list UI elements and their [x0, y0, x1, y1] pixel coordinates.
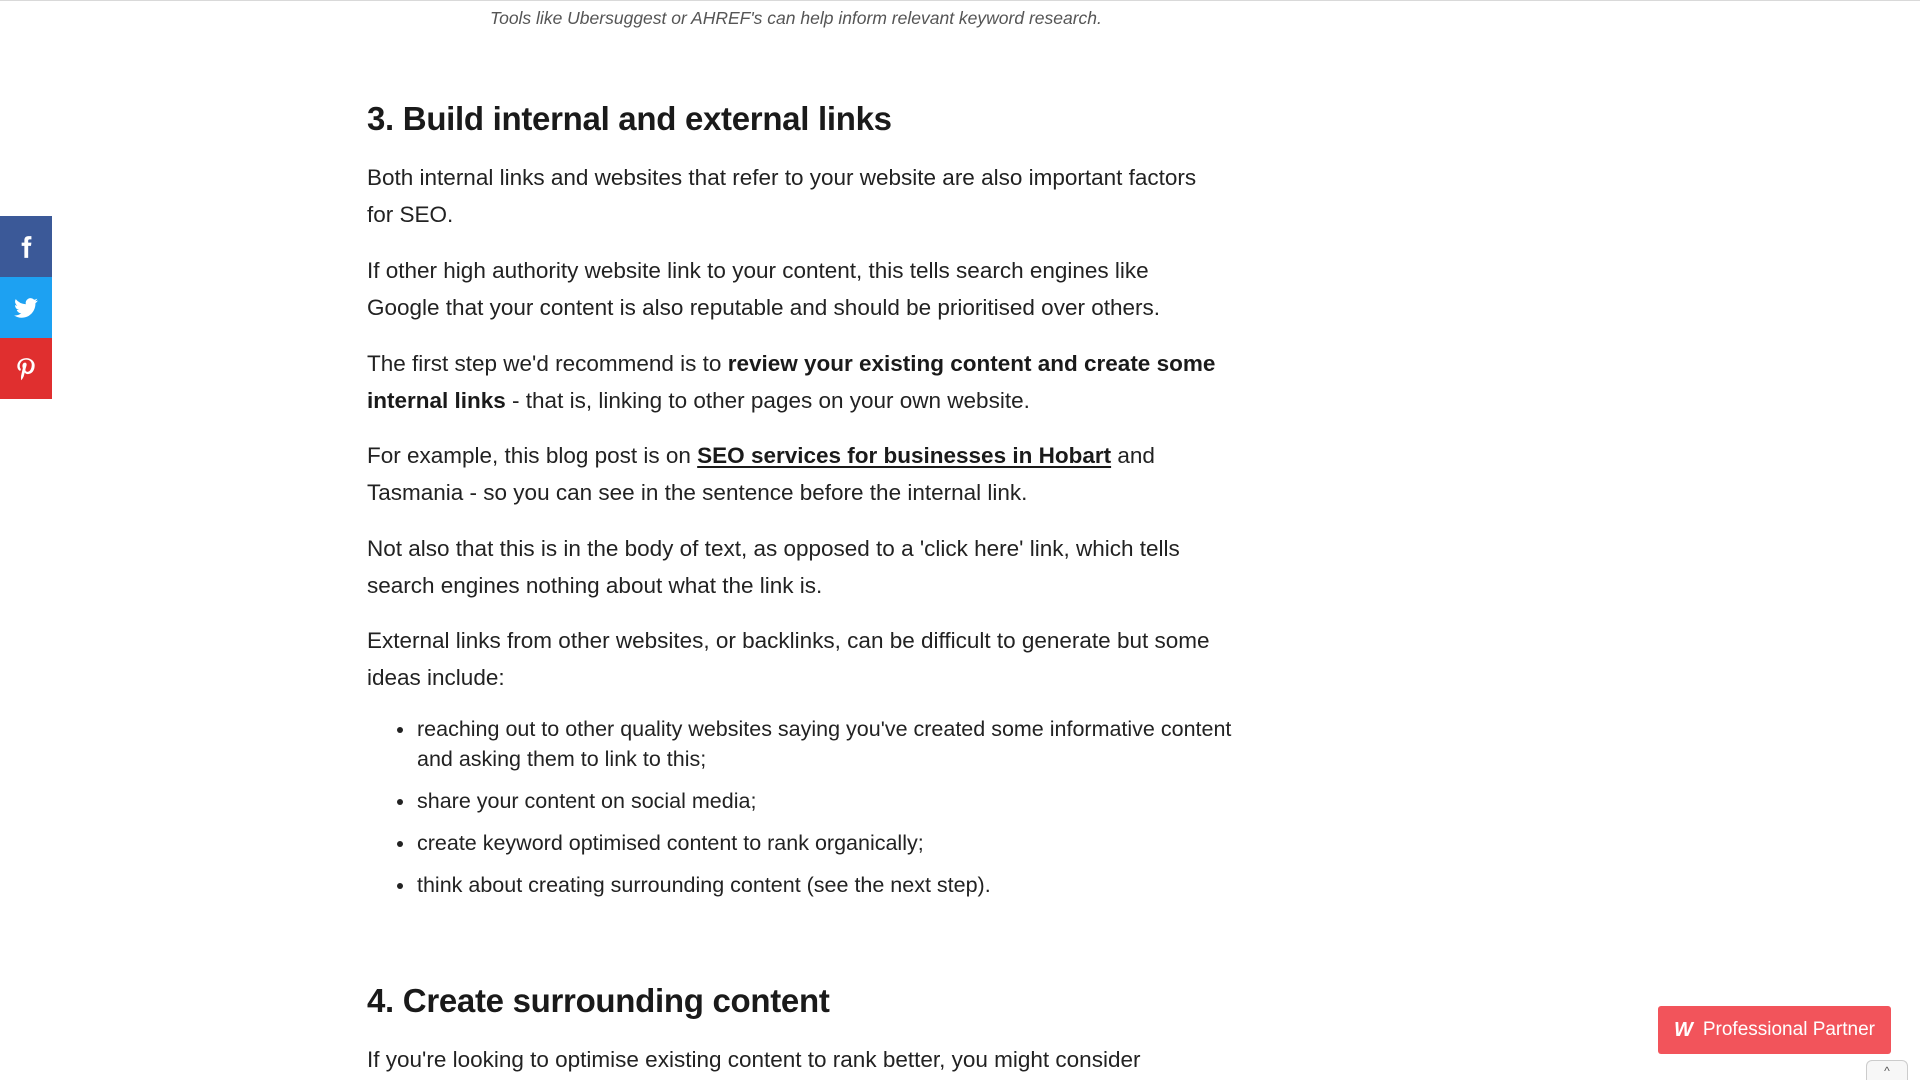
facebook-icon	[13, 234, 39, 260]
section-4-heading: 4. Create surrounding content	[367, 982, 830, 1019]
list-item: create keyword optimised content to rank organically;	[417, 828, 1237, 858]
backlink-ideas-list	[367, 714, 1237, 912]
p4-text-before: For example, this blog post is on	[367, 443, 698, 468]
section-3-heading: 3. Build internal and external links	[367, 100, 892, 137]
paragraph-internal-external: Both internal links and websites that refer to your website are also important factors for SEO.	[367, 165, 1197, 227]
p3-text-before: The first step we'd recommend is to	[367, 351, 728, 376]
paragraph-high-authority: If other high authority website link to your content, this tells search engines like Google that your content is also reputable and should be prioritised over others.	[367, 258, 1160, 320]
partner-logo-icon: W	[1673, 1018, 1693, 1041]
paragraph-first-step	[367, 345, 1227, 419]
p4-text-after: and Tasmania - so you can see in the sentence before the internal link.	[367, 443, 1155, 505]
list-item: reaching out to other quality websites saying you've created some informative content and asking them to link to this;	[417, 714, 1237, 774]
p3-text-after: - that is, linking to other pages on your own website.	[505, 388, 1030, 413]
chevron-up-icon: ^	[1884, 1064, 1890, 1078]
pinterest-icon	[13, 356, 39, 382]
paragraph-external-links: External links from other websites, or backlinks, can be difficult to generate but some ideas include:	[367, 628, 1210, 690]
social-share-bar	[0, 216, 52, 399]
image-caption: Tools like Ubersuggest or AHREF's can help inform relevant keyword research.	[490, 8, 1102, 28]
top-divider	[0, 0, 1920, 1]
paragraph-body-of-text: Not also that this is in the body of text, as opposed to a 'click here' link, which tells search engines nothing about what the link is.	[367, 536, 1180, 598]
list-item: share your content on social media;	[417, 786, 1237, 816]
scroll-to-top-button[interactable]	[1866, 1060, 1908, 1080]
twitter-share-button[interactable]	[0, 277, 52, 338]
list-item: think about creating surrounding content (see the next step).	[417, 870, 1237, 900]
partner-badge-label: Professional Partner	[1702, 1019, 1876, 1040]
facebook-share-button[interactable]	[0, 216, 52, 277]
paragraph-surrounding-content: If you're looking to optimise existing content to rank better, you might consider	[367, 1047, 1141, 1072]
seo-services-hobart-link[interactable]: SEO services for businesses in Hobart	[697, 443, 1112, 468]
twitter-icon	[13, 295, 39, 321]
pinterest-share-button[interactable]	[0, 338, 52, 399]
paragraph-example	[367, 437, 1227, 511]
p3-bold-text: review your existing content and create some internal links	[367, 351, 1216, 413]
professional-partner-badge[interactable]	[1658, 1006, 1891, 1054]
